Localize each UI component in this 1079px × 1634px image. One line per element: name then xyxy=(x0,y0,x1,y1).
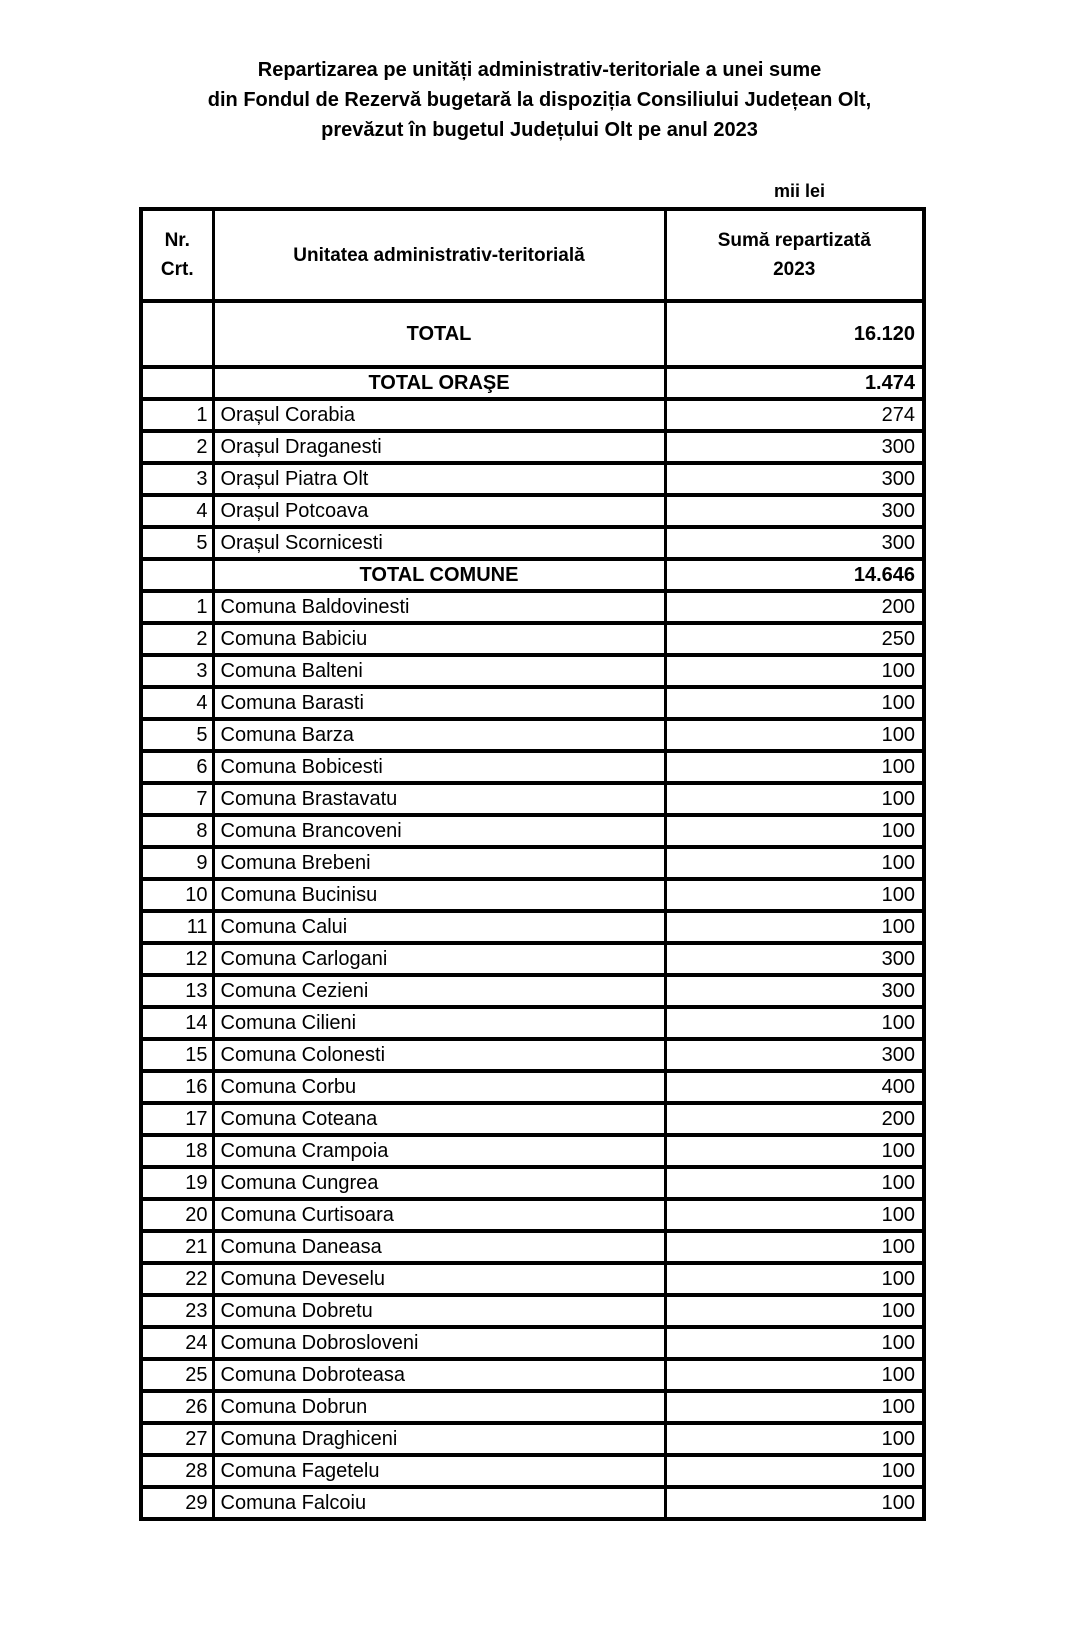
table-row xyxy=(141,591,924,623)
amount-cell: 100 xyxy=(665,1199,924,1231)
title-line-3: prevăzut în bugetul Județului Olt pe anul 2023 xyxy=(321,119,758,141)
amount-cell: 300 xyxy=(665,943,924,975)
unit-name-cell: Orașul Draganesti xyxy=(213,431,665,463)
table-row xyxy=(141,943,924,975)
table-row xyxy=(141,399,924,431)
section-total-label: TOTAL ORAŞE xyxy=(213,367,665,399)
row-number-cell: 29 xyxy=(141,1487,213,1519)
row-number-cell: 2 xyxy=(141,623,213,655)
unit-name-cell: Comuna Bobicesti xyxy=(213,751,665,783)
title-line-2: din Fondul de Rezervă bugetară la dispoziția Consiliului Județean Olt, xyxy=(207,89,872,111)
amount-cell: 300 xyxy=(665,527,924,559)
amount-cell: 250 xyxy=(665,623,924,655)
amount-cell: 200 xyxy=(665,1103,924,1135)
unit-name-cell: Comuna Curtisoara xyxy=(213,1199,665,1231)
unit-name-cell: Comuna Cungrea xyxy=(213,1167,665,1199)
header-nr-line2: Crt. xyxy=(160,259,194,280)
unit-name-cell: Comuna Coteana xyxy=(213,1103,665,1135)
amount-cell: 200 xyxy=(665,591,924,623)
unit-name-cell: Comuna Cilieni xyxy=(213,1007,665,1039)
table-row xyxy=(141,751,924,783)
amount-cell: 274 xyxy=(665,399,924,431)
unit-name-cell: Comuna Bucinisu xyxy=(213,879,665,911)
amount-cell: 100 xyxy=(665,1327,924,1359)
row-number-cell: 25 xyxy=(141,1359,213,1391)
table-row xyxy=(141,1423,924,1455)
amount-cell: 300 xyxy=(665,975,924,1007)
row-number-cell: 2 xyxy=(141,431,213,463)
grand-total-row xyxy=(141,301,924,367)
table-row xyxy=(141,1135,924,1167)
unit-name-cell: Comuna Falcoiu xyxy=(213,1487,665,1519)
row-number-cell: 19 xyxy=(141,1167,213,1199)
unit-name-cell: Comuna Draghiceni xyxy=(213,1423,665,1455)
table-row xyxy=(141,879,924,911)
table-row xyxy=(141,1327,924,1359)
unit-name-cell: Comuna Dobrun xyxy=(213,1391,665,1423)
row-number-cell: 6 xyxy=(141,751,213,783)
table-row xyxy=(141,1007,924,1039)
amount-cell: 100 xyxy=(665,1295,924,1327)
unit-name-cell: Comuna Carlogani xyxy=(213,943,665,975)
amount-cell: 100 xyxy=(665,751,924,783)
section-total-value: 14.646 xyxy=(665,559,924,591)
row-number-cell: 3 xyxy=(141,463,213,495)
row-number-cell: 3 xyxy=(141,655,213,687)
row-number-cell: 28 xyxy=(141,1455,213,1487)
unit-name-cell: Comuna Dobroteasa xyxy=(213,1359,665,1391)
row-number-cell: 18 xyxy=(141,1135,213,1167)
table-row xyxy=(141,1071,924,1103)
row-number-cell: 12 xyxy=(141,943,213,975)
table-row xyxy=(141,1391,924,1423)
amount-cell: 100 xyxy=(665,911,924,943)
table-row xyxy=(141,495,924,527)
table-row xyxy=(141,655,924,687)
row-number-cell: 27 xyxy=(141,1423,213,1455)
unit-name-cell: Comuna Brebeni xyxy=(213,847,665,879)
table-row xyxy=(141,815,924,847)
table-row xyxy=(141,463,924,495)
row-number-cell: 15 xyxy=(141,1039,213,1071)
grand-total-label: TOTAL xyxy=(213,301,665,367)
amount-cell: 100 xyxy=(665,1167,924,1199)
unit-name-cell: Comuna Cezieni xyxy=(213,975,665,1007)
unit-name-cell: Comuna Babiciu xyxy=(213,623,665,655)
table-row xyxy=(141,847,924,879)
table-row xyxy=(141,431,924,463)
unit-name-cell: Comuna Deveselu xyxy=(213,1263,665,1295)
unit-name-cell: Comuna Colonesti xyxy=(213,1039,665,1071)
row-number-cell: 4 xyxy=(141,687,213,719)
amount-cell: 100 xyxy=(665,1391,924,1423)
amount-cell: 100 xyxy=(665,1487,924,1519)
table-row xyxy=(141,1487,924,1519)
header-nr-line1: Nr. xyxy=(164,230,190,251)
section-total-label: TOTAL COMUNE xyxy=(213,559,665,591)
row-number-cell: 7 xyxy=(141,783,213,815)
amount-cell: 100 xyxy=(665,1423,924,1455)
header-sum-line2: 2023 xyxy=(773,259,816,280)
unit-name-cell: Comuna Calui xyxy=(213,911,665,943)
unit-name-cell: Comuna Baldovinesti xyxy=(213,591,665,623)
unit-name-cell: Orașul Potcoava xyxy=(213,495,665,527)
unit-name-cell: Comuna Barza xyxy=(213,719,665,751)
table-row xyxy=(141,1295,924,1327)
header-sum-line1: Sumă repartizată xyxy=(717,230,871,251)
row-number-cell: 22 xyxy=(141,1263,213,1295)
grand-total-nr-cell xyxy=(141,301,213,367)
table-row xyxy=(141,527,924,559)
row-number-cell: 1 xyxy=(141,591,213,623)
amount-cell: 300 xyxy=(665,463,924,495)
section-total-nr-cell xyxy=(141,367,213,399)
header-unit-name: Unitatea administrativ-teritorială xyxy=(213,209,665,301)
amount-cell: 100 xyxy=(665,1135,924,1167)
table-row xyxy=(141,687,924,719)
amount-cell: 300 xyxy=(665,431,924,463)
table-row xyxy=(141,1039,924,1071)
table-row xyxy=(141,1455,924,1487)
section-total-row xyxy=(141,559,924,591)
row-number-cell: 10 xyxy=(141,879,213,911)
unit-name-cell: Orașul Scornicesti xyxy=(213,527,665,559)
row-number-cell: 11 xyxy=(141,911,213,943)
document-title xyxy=(0,0,1079,145)
currency-unit-label: mii lei xyxy=(773,181,825,201)
amount-cell: 100 xyxy=(665,815,924,847)
amount-cell: 100 xyxy=(665,1007,924,1039)
amount-cell: 100 xyxy=(665,687,924,719)
unit-name-cell: Comuna Barasti xyxy=(213,687,665,719)
table-row xyxy=(141,911,924,943)
table-row xyxy=(141,1359,924,1391)
row-number-cell: 24 xyxy=(141,1327,213,1359)
table-row xyxy=(141,783,924,815)
amount-cell: 400 xyxy=(665,1071,924,1103)
row-number-cell: 26 xyxy=(141,1391,213,1423)
table-row xyxy=(141,623,924,655)
amount-cell: 100 xyxy=(665,1359,924,1391)
table-row xyxy=(141,1231,924,1263)
row-number-cell: 5 xyxy=(141,719,213,751)
allocation-table xyxy=(139,207,926,1521)
table-row xyxy=(141,1199,924,1231)
amount-cell: 100 xyxy=(665,847,924,879)
unit-name-cell: Comuna Corbu xyxy=(213,1071,665,1103)
row-number-cell: 17 xyxy=(141,1103,213,1135)
row-number-cell: 4 xyxy=(141,495,213,527)
table-row xyxy=(141,719,924,751)
row-number-cell: 13 xyxy=(141,975,213,1007)
unit-name-cell: Comuna Dobretu xyxy=(213,1295,665,1327)
row-number-cell: 14 xyxy=(141,1007,213,1039)
unit-name-cell: Comuna Crampoia xyxy=(213,1135,665,1167)
unit-name-cell: Comuna Dobrosloveni xyxy=(213,1327,665,1359)
amount-cell: 100 xyxy=(665,719,924,751)
title-line-1: Repartizarea pe unități administrativ-teritoriale a unei sume xyxy=(257,59,822,81)
row-number-cell: 20 xyxy=(141,1199,213,1231)
row-number-cell: 21 xyxy=(141,1231,213,1263)
unit-name-cell: Orașul Piatra Olt xyxy=(213,463,665,495)
amount-cell: 300 xyxy=(665,495,924,527)
unit-name-cell: Comuna Daneasa xyxy=(213,1231,665,1263)
table-row xyxy=(141,1103,924,1135)
table-row xyxy=(141,1167,924,1199)
unit-name-cell: Comuna Fagetelu xyxy=(213,1455,665,1487)
row-number-cell: 1 xyxy=(141,399,213,431)
row-number-cell: 5 xyxy=(141,527,213,559)
amount-cell: 100 xyxy=(665,783,924,815)
amount-cell: 100 xyxy=(665,655,924,687)
amount-cell: 100 xyxy=(665,1231,924,1263)
row-number-cell: 16 xyxy=(141,1071,213,1103)
amount-cell: 100 xyxy=(665,1263,924,1295)
row-number-cell: 9 xyxy=(141,847,213,879)
row-number-cell: 8 xyxy=(141,815,213,847)
amount-cell: 100 xyxy=(665,1455,924,1487)
unit-name-cell: Comuna Brancoveni xyxy=(213,815,665,847)
grand-total-value: 16.120 xyxy=(665,301,924,367)
amount-cell: 100 xyxy=(665,879,924,911)
section-total-row xyxy=(141,367,924,399)
table-row xyxy=(141,975,924,1007)
table-header-row xyxy=(141,209,924,301)
unit-name-cell: Comuna Brastavatu xyxy=(213,783,665,815)
section-total-value: 1.474 xyxy=(665,367,924,399)
row-number-cell: 23 xyxy=(141,1295,213,1327)
unit-name-cell: Comuna Balteni xyxy=(213,655,665,687)
unit-name-cell: Orașul Corabia xyxy=(213,399,665,431)
section-total-nr-cell xyxy=(141,559,213,591)
amount-cell: 300 xyxy=(665,1039,924,1071)
header-sum xyxy=(665,209,924,301)
table-row xyxy=(141,1263,924,1295)
header-nr-crt xyxy=(141,209,213,301)
